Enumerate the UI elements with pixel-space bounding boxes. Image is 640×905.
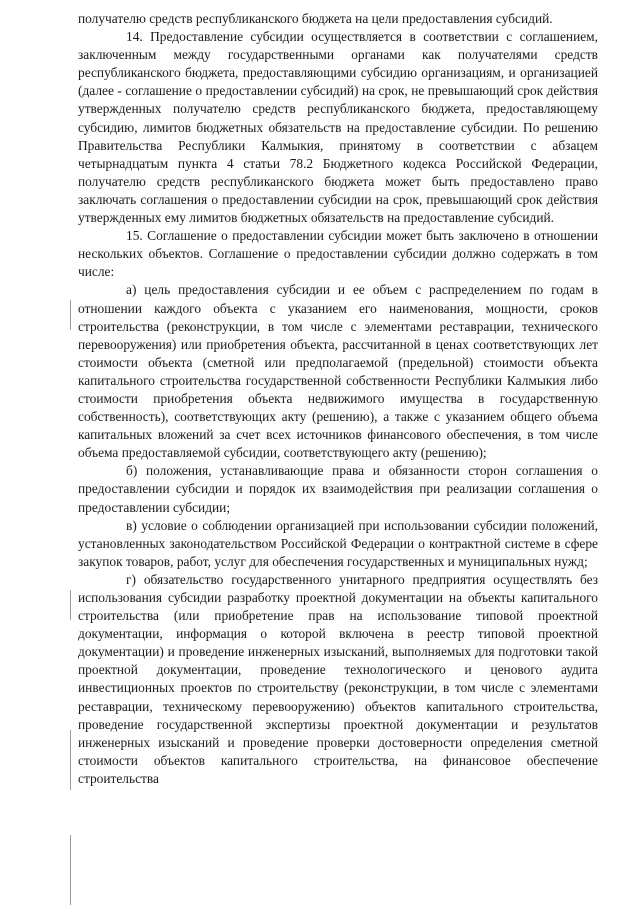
scan-margin-line bbox=[70, 590, 71, 620]
paragraph-item-14: 14. Предоставление субсидии осуществляется в соответствии с соглашением, заключенным между государственными органами как получателями средств республиканского бюджета, предоставляющими субсидию организациям, и организацией (далее - соглашение о предоставлении субсидий) на срок, не превышающий срок действия утвержденных получателю средств республиканского бюджета, предоставляющему субсидию, лимитов бюджетных обязательств на предоставление субсидии. По решению Правительства Республики Калмыкия, принятому в соответствии с абзацем четырнадцатым пункта 4 статьи 78.2 Бюджетного кодекса Российской Федерации, получателю средств республиканского бюджета может быть предоставлено право заключать соглашения о предоставлении субсидии на срок, превышающий срок действия утвержденных ему лимитов бюджетных обязательств на предоставление субсидий. bbox=[78, 29, 598, 226]
scan-margin-line bbox=[70, 835, 71, 905]
paragraph-subitem-v: в) условие о соблюдении организацией при использовании субсидии положений, установленных законодательством Российской Федерации о контрактной системе в сфере закупок товаров, работ, услуг для обеспечения государственных и муниципальных нужд; bbox=[78, 517, 598, 569]
paragraph-subitem-g: г) обязательство государственного унитарного предприятия осуществлять без использования субсидии разработку проектной документации на объекты капитального строительства (или приобретение прав на использование типовой проектной документации, информация о которой включена в реестр типовой проектной документации) и проведение инженерных изысканий, выполняемых для подготовки такой проектной документации, проведение технологического и ценового аудита инвестиционных проектов по строительству (реконструкции, в том числе с элементами реставрации, техническому перевооружению) объектов капитального строительства, проведение государственной экспертизы проектной документации и результатов инженерных изысканий и проведение проверки достоверности определения сметной стоимости объектов капитального строительства, на финансовое обеспечение строительства bbox=[78, 571, 598, 786]
paragraph-item-15: 15. Соглашение о предоставлении субсидии может быть заключено в отношении нескольких объектов. Соглашение о предоставлении субсидии должно содержать в том числе: bbox=[78, 228, 598, 280]
paragraph-subitem-a: а) цель предоставления субсидии и ее объем с распределением по годам в отношении каждого объекта с указанием его наименования, мощности, сроков строительства (реконструкции, в том числе с элементами реставрации, технического перевооружения) или приобретения объекта, рассчитанной в ценах соответствующих лет стоимости объекта (сметной или предполагаемой (предельной) стоимости объекта капитального строительства государственной собственности Республики Калмыкия либо стоимости приобретения объекта недвижимого имущества в государственную собственность), соответствующих акту (решению), а также с указанием общего объема капитальных вложений за счет всех источников финансового обеспечения, в том числе объема предоставляемой субсидии, соответствующего акту (решению); bbox=[78, 282, 598, 461]
scan-margin-line bbox=[70, 300, 71, 330]
paragraph-subitem-b: б) положения, устанавливающие права и обязанности сторон соглашения о предоставлении субсидии и порядок их взаимодействия при реализации соглашения о предоставлении субсидии; bbox=[78, 463, 598, 515]
scan-margin-line bbox=[70, 730, 71, 790]
paragraph-continuation: получателю средств республиканского бюджета на цели предоставления субсидий. bbox=[78, 11, 553, 26]
document-page bbox=[78, 10, 598, 788]
